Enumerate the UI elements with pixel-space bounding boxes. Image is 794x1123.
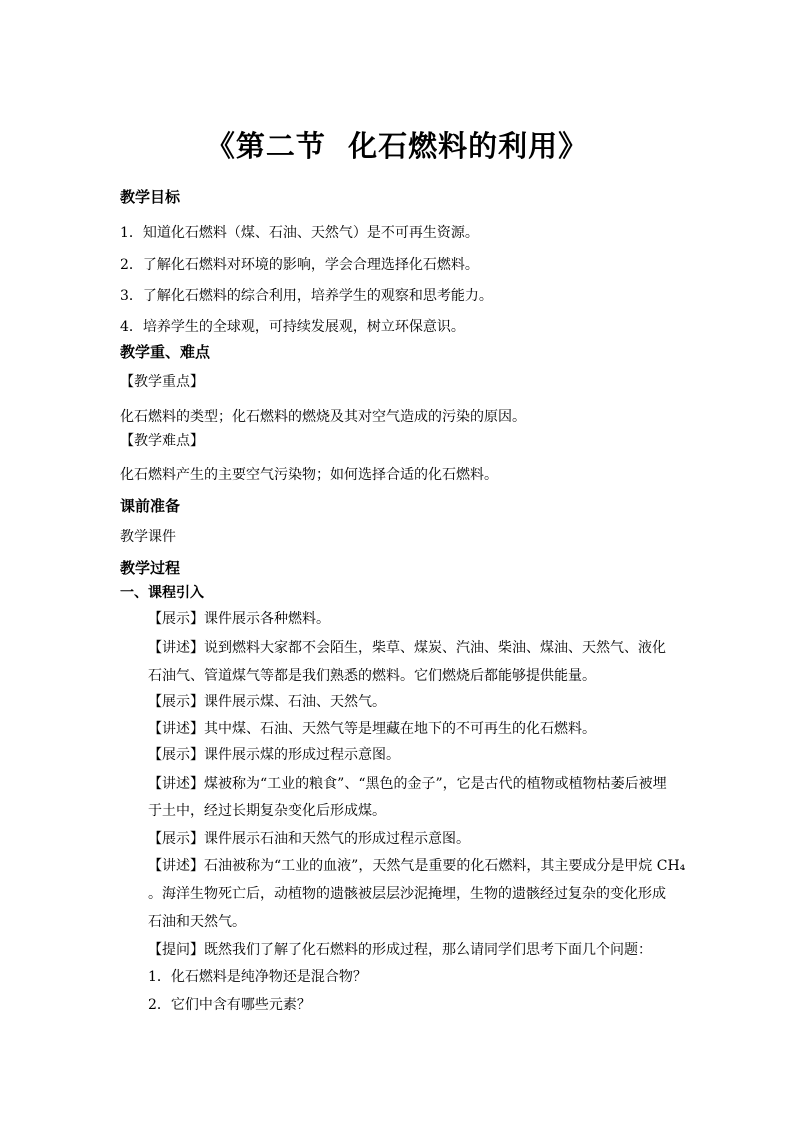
process-line: 【讲述】其中煤、石油、天然气等是埋藏在地下的不可再生的化石燃料。	[148, 721, 596, 737]
process-line: 【展示】课件展示石油和天然气的形成过程示意图。	[148, 831, 470, 847]
focus-label: 【教学重点】	[120, 374, 204, 390]
section-heading: 一、课程引入	[120, 585, 204, 601]
difficulty-text: 化石燃料产生的主要空气污染物；如何选择合适的化石燃料。	[120, 467, 498, 483]
process-line: 【展示】课件展示煤的形成过程示意图。	[148, 747, 400, 763]
process-line: 【讲述】说到燃料大家都不会陌生，柴草、煤炭、汽油、柴油、煤油、天然气、液化	[148, 640, 666, 656]
process-line: 石油气、管道煤气等都是我们熟悉的燃料。它们燃烧后都能够提供能量。	[148, 668, 596, 684]
process-line: 【展示】课件展示煤、石油、天然气。	[148, 694, 386, 710]
process-line: 【提问】既然我们了解了化石燃料的形成过程，那么请同学们思考下面几个问题：	[148, 942, 652, 958]
objective-item: 4．培养学生的全球观，可持续发展观，树立环保意识。	[120, 319, 465, 335]
difficulty-label: 【教学难点】	[120, 433, 204, 449]
focus-text: 化石燃料的类型；化石燃料的燃烧及其对空气造成的污染的原因。	[120, 409, 526, 425]
objective-item: 3．了解化石燃料的综合利用，培养学生的观察和思考能力。	[120, 288, 493, 304]
document-title: 《第二节 化石燃料的利用》	[205, 129, 589, 163]
process-line: 1．化石燃料是纯净物还是混合物？	[148, 969, 367, 985]
key-points-heading: 教学重、难点	[120, 343, 211, 361]
process-line: 。海洋生物死亡后，动植物的遗骸被层层沙泥掩埋，生物的遗骸经过复杂的变化形成	[148, 886, 666, 902]
process-line: 石油和天然气。	[148, 914, 246, 930]
process-line: 于土中，经过长期复杂变化后形成煤。	[148, 803, 386, 819]
process-line: 【讲述】石油被称为“工业的血液”，天然气是重要的化石燃料，其主要成分是甲烷 CH₄	[148, 858, 686, 874]
process-line: 【展示】课件展示各种燃料。	[148, 611, 330, 627]
process-heading: 教学过程	[120, 559, 181, 577]
process-line: 2．它们中含有哪些元素？	[148, 997, 311, 1013]
objective-item: 1．知道化石燃料（煤、石油、天然气）是不可再生资源。	[120, 225, 479, 241]
preparation-heading: 课前准备	[120, 497, 181, 515]
process-line: 【讲述】煤被称为“工业的粮食”、“黑色的金子”，它是古代的植物或植物枯萎后被埋	[148, 776, 667, 792]
objective-item: 2．了解化石燃料对环境的影响，学会合理选择化石燃料。	[120, 257, 479, 273]
objectives-heading: 教学目标	[120, 188, 181, 206]
preparation-text: 教学课件	[120, 529, 176, 545]
